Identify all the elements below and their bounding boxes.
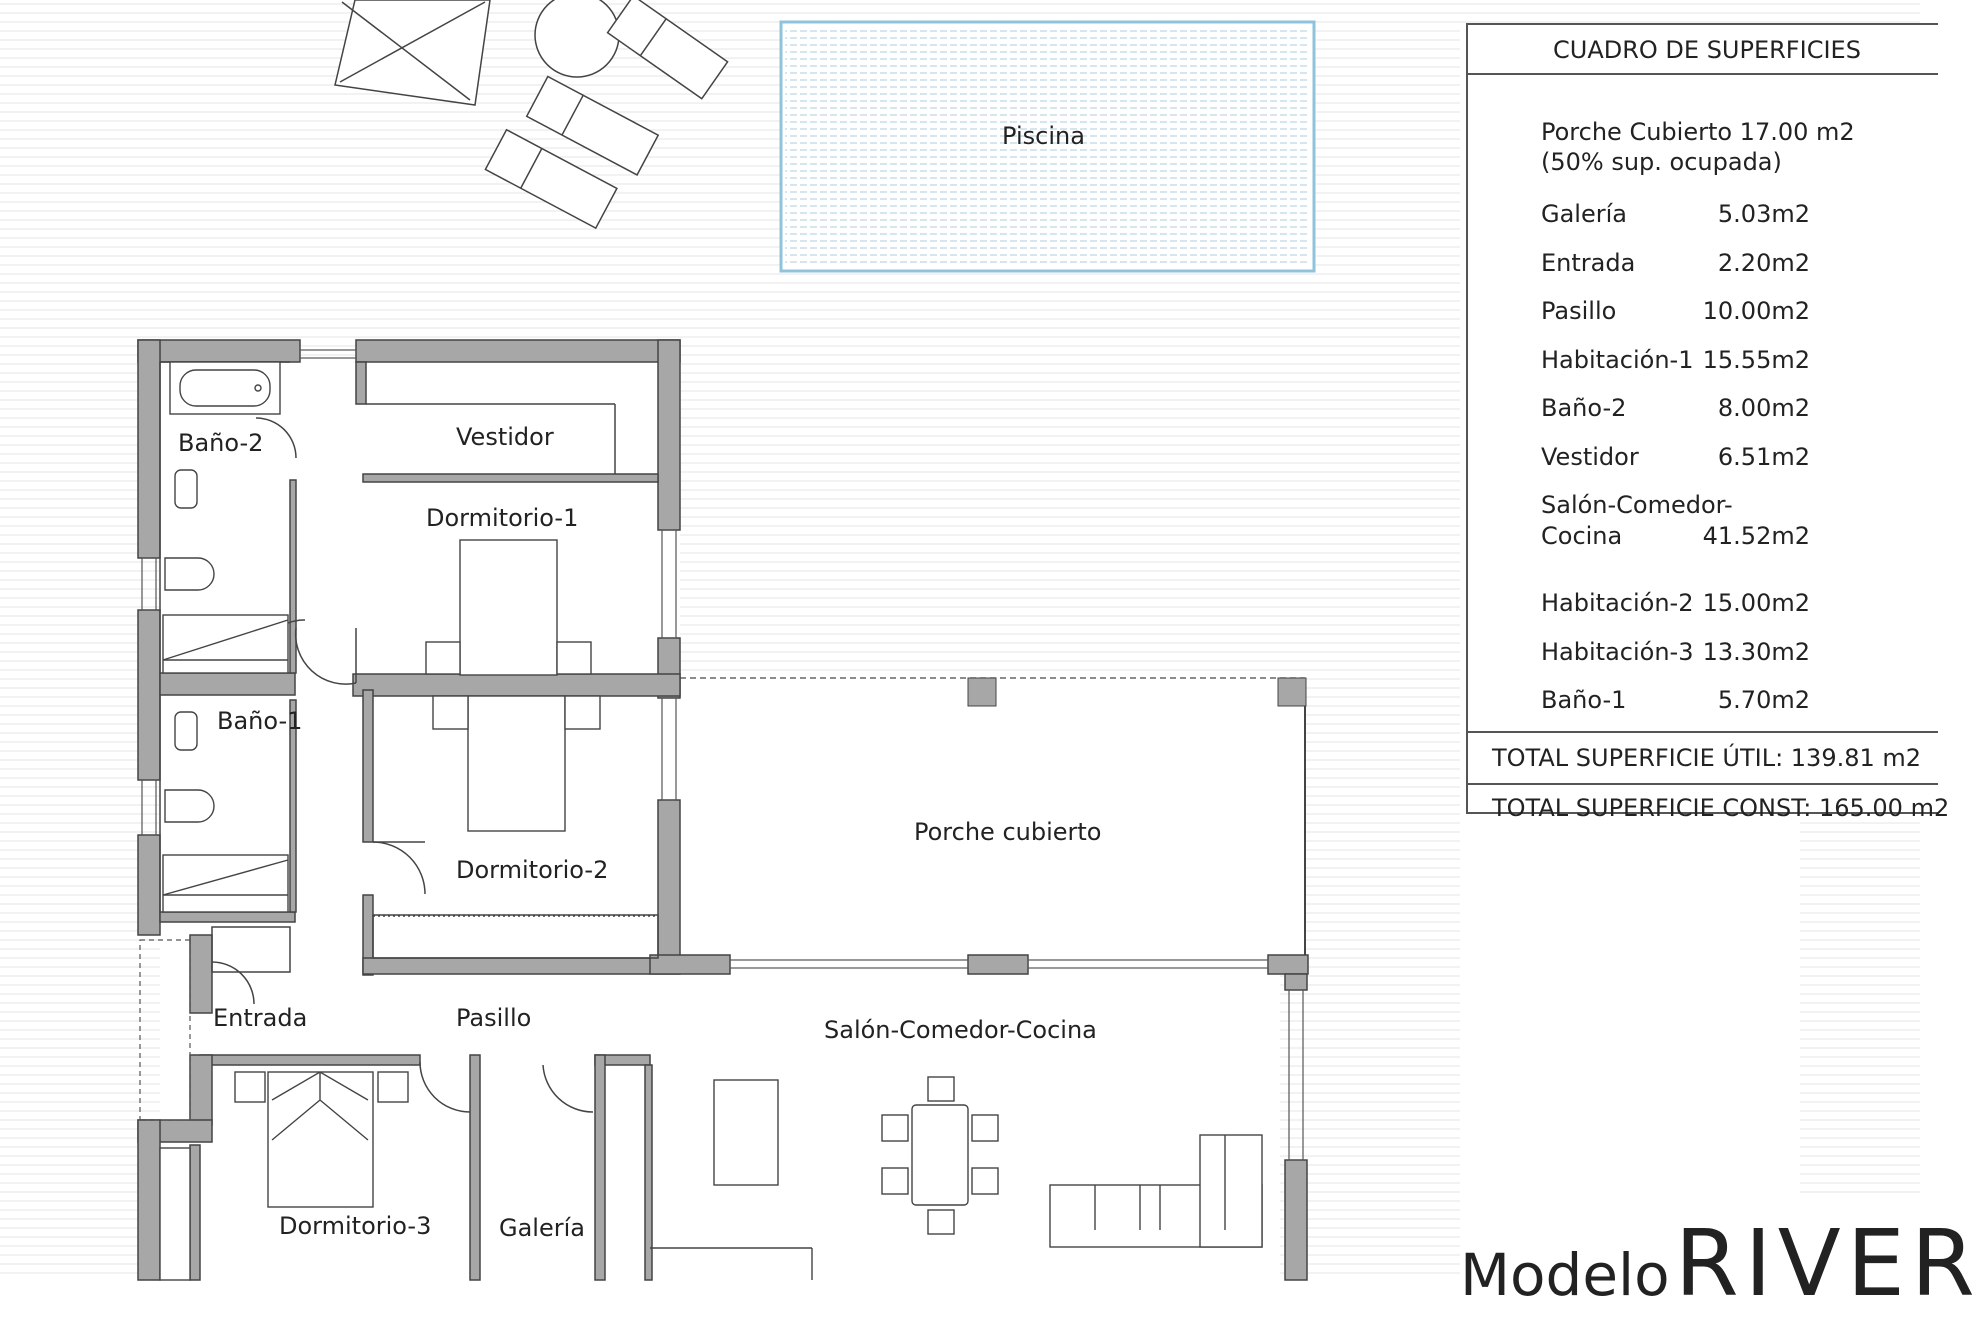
bed-icon: [468, 696, 565, 831]
area-row-name: Pasillo: [1541, 297, 1617, 325]
area-row-value: 5.70m2: [1717, 686, 1810, 714]
area-row-value: 8.00m2: [1717, 394, 1810, 422]
area-row-value: 15.55m2: [1702, 346, 1810, 374]
area-row-name: Habitación-3: [1541, 638, 1694, 666]
area-row-name: Entrada: [1541, 249, 1636, 277]
model-prefix: Modelo: [1460, 1241, 1670, 1309]
room-label-galeria: Galería: [499, 1214, 585, 1242]
porche-area-line-1: Porche Cubierto 17.00 m2: [1541, 118, 1855, 146]
toilet-icon: [165, 790, 214, 822]
room-label-porche: Porche cubierto: [914, 818, 1102, 846]
shower-icon: [163, 615, 288, 673]
sink-icon: [175, 712, 197, 750]
room-label-dormitorio-1: Dormitorio-1: [426, 504, 579, 532]
area-row-name: Galería: [1541, 200, 1627, 228]
sink-icon: [175, 470, 197, 508]
area-row-value: 13.30m2: [1702, 638, 1810, 666]
area-row-value: 41.52m2: [1702, 522, 1810, 550]
area-row-value: 10.00m2: [1702, 297, 1810, 325]
area-row-name: Cocina: [1541, 522, 1623, 550]
room-label-salon: Salón-Comedor-Cocina: [824, 1016, 1097, 1044]
area-row-name: Baño-2: [1541, 394, 1627, 422]
area-row-value: 2.20m2: [1717, 249, 1810, 277]
area-table-title: CUADRO DE SUPERFICIES: [1468, 25, 1938, 75]
area-row-value: 15.00m2: [1702, 589, 1810, 617]
room-label-piscina: Piscina: [1002, 122, 1085, 150]
porche-area-line-2: (50% sup. ocupada): [1541, 148, 1782, 176]
shower-icon: [163, 855, 288, 912]
area-row-value: 5.03m2: [1717, 200, 1810, 228]
total-const-area: TOTAL SUPERFICIE CONST: 165.00 m2: [1492, 794, 1950, 822]
bed-icon: [460, 540, 557, 675]
kitchen-island-icon: [714, 1080, 778, 1185]
room-label-bano-1: Baño-1: [217, 707, 303, 735]
model-title: [1460, 1210, 1981, 1317]
ground-hatching-right-lower: [1800, 820, 1920, 1200]
model-name: RIVER: [1674, 1210, 1981, 1317]
dining-table-icon: [912, 1105, 968, 1205]
room-label-dormitorio-2: Dormitorio-2: [456, 856, 609, 884]
total-util-area: TOTAL SUPERFICIE ÚTIL: 139.81 m2: [1492, 744, 1922, 772]
area-row-name: Baño-1: [1541, 686, 1627, 714]
area-row-name: Habitación-2: [1541, 589, 1694, 617]
area-row-name: Salón-Comedor-: [1541, 491, 1733, 519]
room-label-vestidor: Vestidor: [456, 423, 554, 451]
toilet-icon: [165, 558, 214, 590]
room-label-dormitorio-3: Dormitorio-3: [279, 1212, 432, 1240]
room-label-pasillo: Pasillo: [456, 1004, 532, 1032]
round-table-icon: [535, 0, 619, 77]
area-row-name: Vestidor: [1541, 443, 1639, 471]
area-table: [1466, 23, 1950, 822]
room-label-entrada: Entrada: [213, 1004, 308, 1032]
area-row-name: Habitación-1: [1541, 346, 1694, 374]
room-label-bano-2: Baño-2: [178, 429, 264, 457]
area-row-value: 6.51m2: [1717, 443, 1810, 471]
